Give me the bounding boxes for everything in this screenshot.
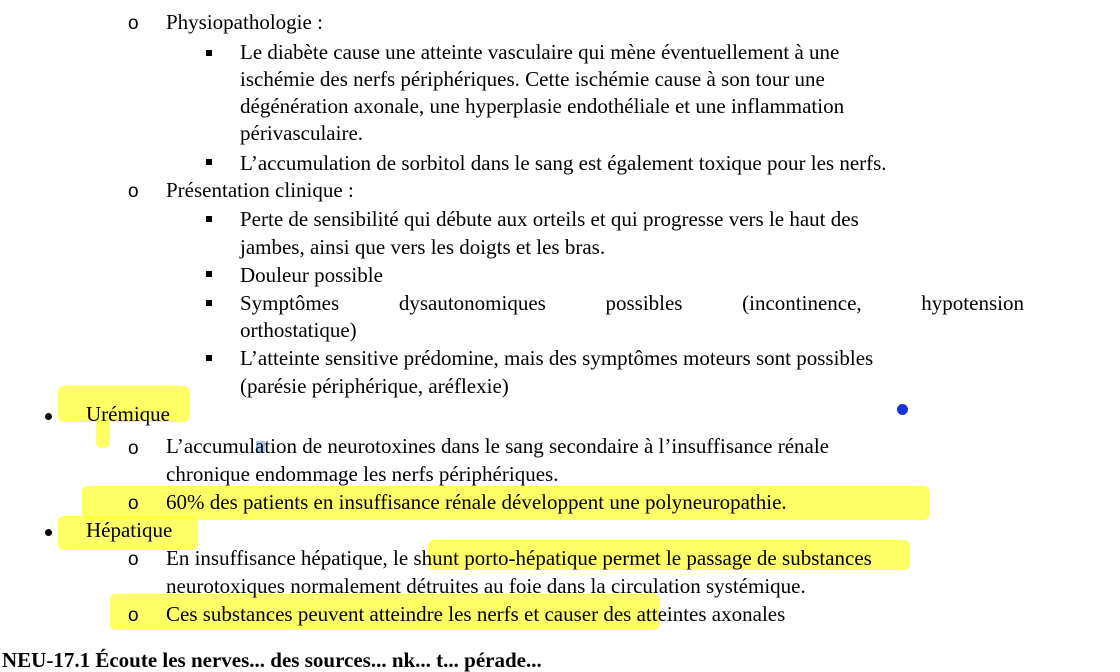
clinique-bullet-3-line-1: Symptômes dysautonomiques possibles (incontinence, hypotension [240, 291, 1024, 315]
clinique-bullet-2: Douleur possible [240, 263, 383, 287]
hepatique-item-1-line-2: neurotoxiques normalement détruites au foie dans la circulation systémique. [166, 574, 806, 598]
square-bullet-icon [206, 216, 212, 222]
clinique-bullet-3-line-2: orthostatique) [240, 318, 357, 342]
bullet-icon [45, 529, 52, 536]
physio-bullet-2: L’accumulation de sorbitol dans le sang est également toxique pour les nerfs. [240, 151, 887, 175]
square-bullet-icon [206, 271, 212, 277]
clinique-bullet-4-line-2: (parésie périphérique, aréflexie) [240, 374, 509, 398]
uremique-heading: Urémique [86, 402, 170, 426]
sub-bullet-icon: o [128, 605, 139, 626]
sub-bullet-icon: o [128, 181, 139, 202]
uremique-item-1-line-2: chronique endommage les nerfs périphériques. [166, 462, 559, 486]
hepatique-item-1-line-1 [166, 546, 872, 570]
hepatique-item-1-part-a: En insuffisance hépatiqu [166, 546, 374, 570]
square-bullet-icon [206, 355, 212, 361]
square-bullet-icon [206, 300, 212, 306]
uremique-item-2: 60% des patients en insuffisance rénale développent une polyneuropathie. [166, 490, 787, 514]
bullet-icon [45, 413, 52, 420]
sub-bullet-icon: o [128, 13, 139, 34]
uremique-item-1-line-1: L’accumulation de neurotoxines dans le sang secondaire à l’insuffisance rénale [166, 434, 830, 458]
clinique-bullet-4-line-1: L’atteinte sensitive prédomine, mais des symptômes moteurs sont possibles [240, 346, 874, 370]
square-bullet-icon [206, 50, 212, 56]
sub-bullet-icon: o [128, 438, 139, 459]
physio-bullet-1-line-2: ischémie des nerfs périphériques. Cette ischémie cause à son tour une [240, 67, 825, 91]
square-bullet-icon [206, 159, 212, 165]
annotation-dot [897, 404, 908, 415]
next-section-heading-partial: NEU-17.1 Écoute les nerves... des sources... nk... t... pérade... [2, 648, 542, 672]
hepatique-heading: Hépatique [86, 518, 173, 542]
clinique-bullet-1-line-1: Perte de sensibilité qui débute aux orteils et qui progresse vers le haut des [240, 207, 859, 231]
physio-bullet-1-line-4: périvasculaire. [240, 121, 364, 145]
clinique-bullet-1-line-2: jambes, ainsi que vers les doigts et les bras. [240, 235, 606, 259]
hepatique-item-1-part-b: e, le shunt porto-hépatique permet le passage de [373, 546, 777, 570]
physio-bullet-1-line-1: Le diabète cause une atteinte vasculaire qui mène éventuellement à une [240, 40, 840, 64]
physio-bullet-1-line-3: dégénération axonale, une hyperplasie endothéliale et une inflammation [240, 94, 845, 118]
sub-bullet-icon: o [128, 549, 139, 570]
sub-bullet-icon: o [128, 493, 139, 514]
physio-heading: Physiopathologie : [166, 10, 323, 34]
clinique-heading: Présentation clinique : [166, 178, 354, 202]
hepatique-item-1-part-c: substances [776, 546, 872, 570]
hepatique-item-2: Ces substances peuvent atteindre les nerfs et causer des atteintes axonales [166, 602, 786, 626]
